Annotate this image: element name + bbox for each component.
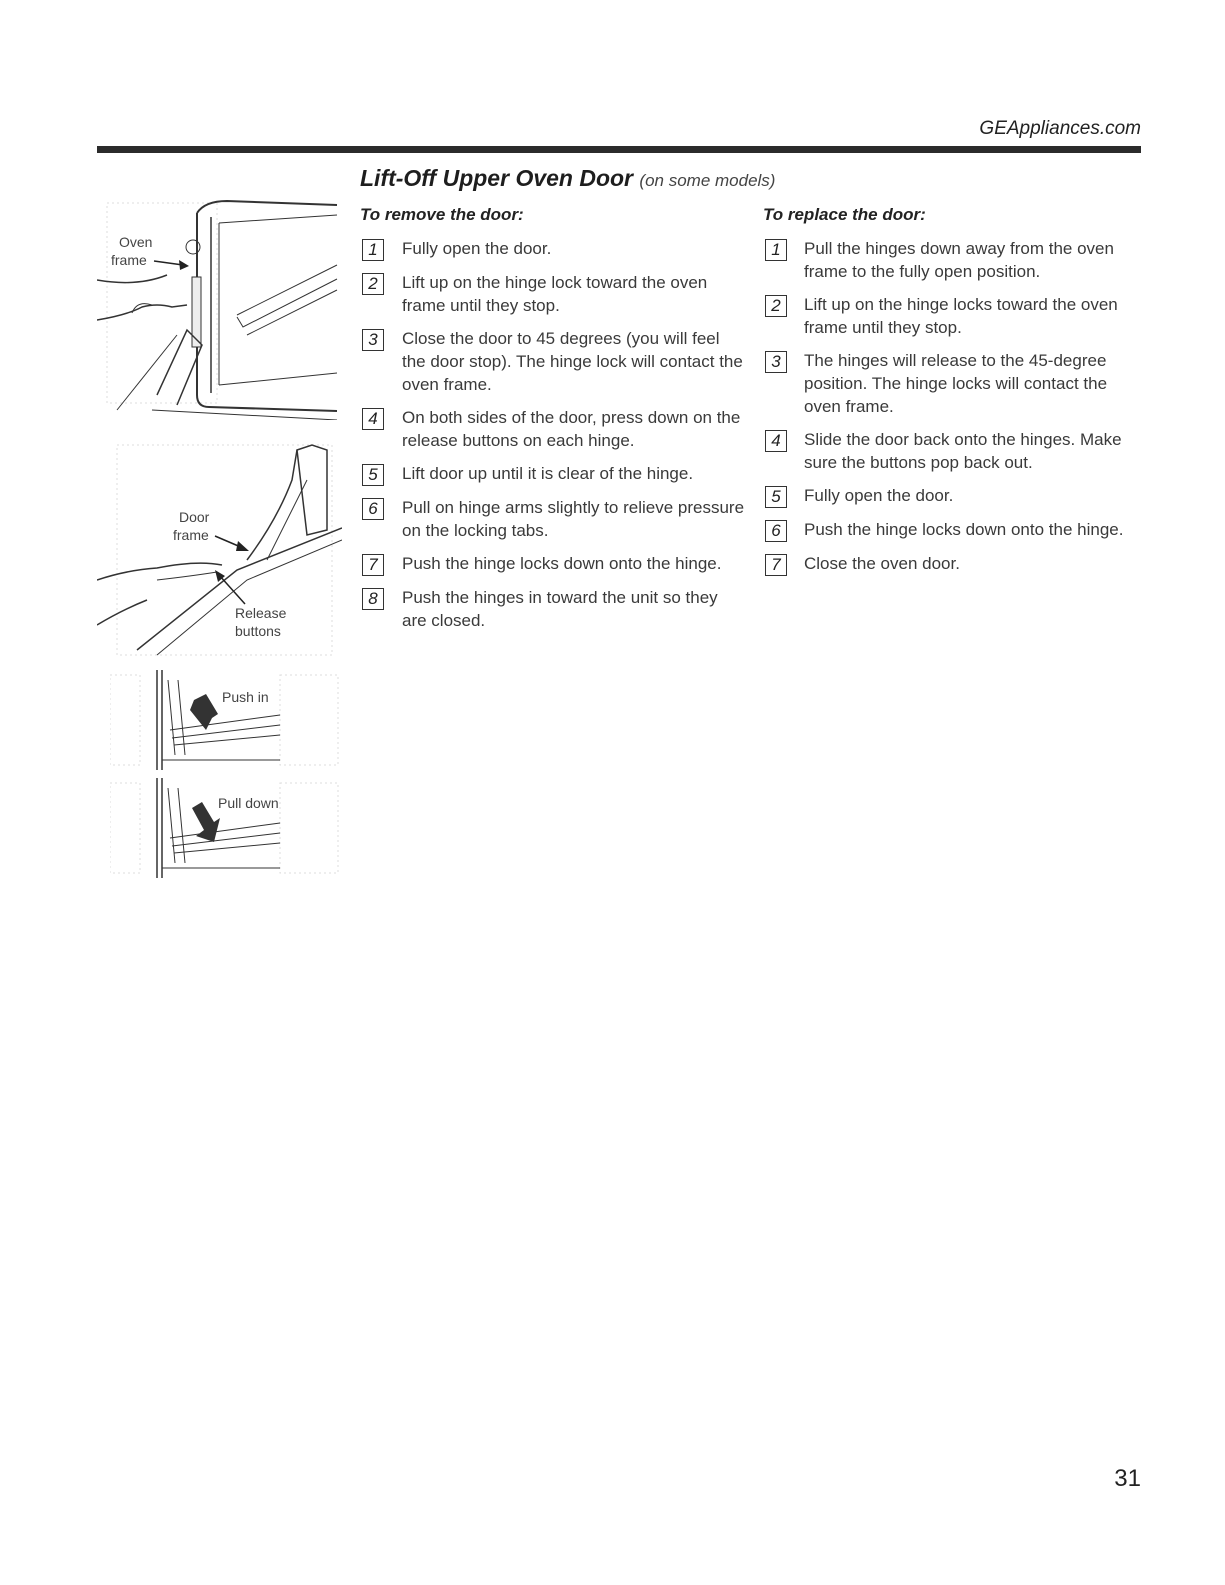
remove-door-instructions [360,205,745,642]
step-text: Close the oven door. [804,554,960,573]
step-text: Push the hinges in toward the unit so they are closed. [402,588,718,630]
door-frame-label-2: frame [173,527,209,543]
replace-door-instructions [763,205,1143,586]
release-label-1: Release [235,605,287,621]
step-text: Pull the hinges down away from the oven frame to the fully open position. [804,239,1114,281]
figure-oven-frame [97,195,342,420]
remove-step [360,271,745,317]
replace-step [763,293,1143,339]
step-number: 7 [765,554,787,576]
step-number: 3 [362,329,384,351]
remove-step [360,237,745,261]
step-text: The hinges will release to the 45-degree position. The hinge locks will contact the oven frame. [804,351,1108,416]
site-url: GEAppliances.com [979,118,1141,139]
door-frame-label-1: Door [179,509,210,525]
step-number: 5 [765,486,787,508]
replace-step [763,349,1143,418]
replace-heading: To replace the door: [763,205,926,224]
replace-step [763,518,1143,542]
header-rule [97,146,1141,153]
replace-step [763,552,1143,576]
replace-step [763,484,1143,508]
replace-step [763,237,1143,283]
oven-frame-label-1: Oven [119,234,153,250]
release-label-2: buttons [235,623,281,639]
step-number: 1 [362,239,384,261]
step-number: 4 [765,430,787,452]
remove-step [360,496,745,542]
step-text: Fully open the door. [402,239,552,258]
step-number: 4 [362,408,384,430]
step-number: 2 [765,295,787,317]
step-text: Close the door to 45 degrees (you will feel the door stop). The hinge lock will contact the oven frame. [402,329,743,394]
step-text: On both sides of the door, press down on the release buttons on each hinge. [402,408,741,450]
step-number: 2 [362,273,384,295]
step-text: Push the hinge locks down onto the hinge. [402,554,722,573]
section-subtitle: (on some models) [639,171,776,190]
pull-down-label: Pull down [218,795,279,811]
remove-step [360,462,745,486]
remove-step [360,327,745,396]
step-number: 7 [362,554,384,576]
step-text: Lift up on the hinge locks toward the oven frame until they stop. [804,295,1118,337]
step-text: Lift up on the hinge lock toward the oven frame until they stop. [402,273,708,315]
section-title [360,165,775,192]
step-number: 6 [362,498,384,520]
step-number: 6 [765,520,787,542]
step-number: 3 [765,351,787,373]
oven-frame-label-2: frame [111,252,147,268]
remove-step [360,552,745,576]
step-number: 8 [362,588,384,610]
figure-release-buttons [97,440,342,660]
remove-step [360,406,745,452]
page-number: 31 [1114,1465,1141,1492]
step-text: Push the hinge locks down onto the hinge. [804,520,1124,539]
figure-pull-down [110,778,340,878]
push-in-label: Push in [222,689,269,705]
figure-push-in [110,670,340,770]
step-text: Lift door up until it is clear of the hinge. [402,464,694,483]
step-text: Pull on hinge arms slightly to relieve pressure on the locking tabs. [402,498,745,540]
step-text: Slide the door back onto the hinges. Make sure the buttons pop back out. [804,430,1122,472]
remove-heading: To remove the door: [360,205,524,224]
step-number: 1 [765,239,787,261]
section-title-text: Lift-Off Upper Oven Door [360,165,634,191]
step-text: Fully open the door. [804,486,954,505]
replace-step [763,428,1143,474]
remove-step [360,586,745,632]
step-number: 5 [362,464,384,486]
